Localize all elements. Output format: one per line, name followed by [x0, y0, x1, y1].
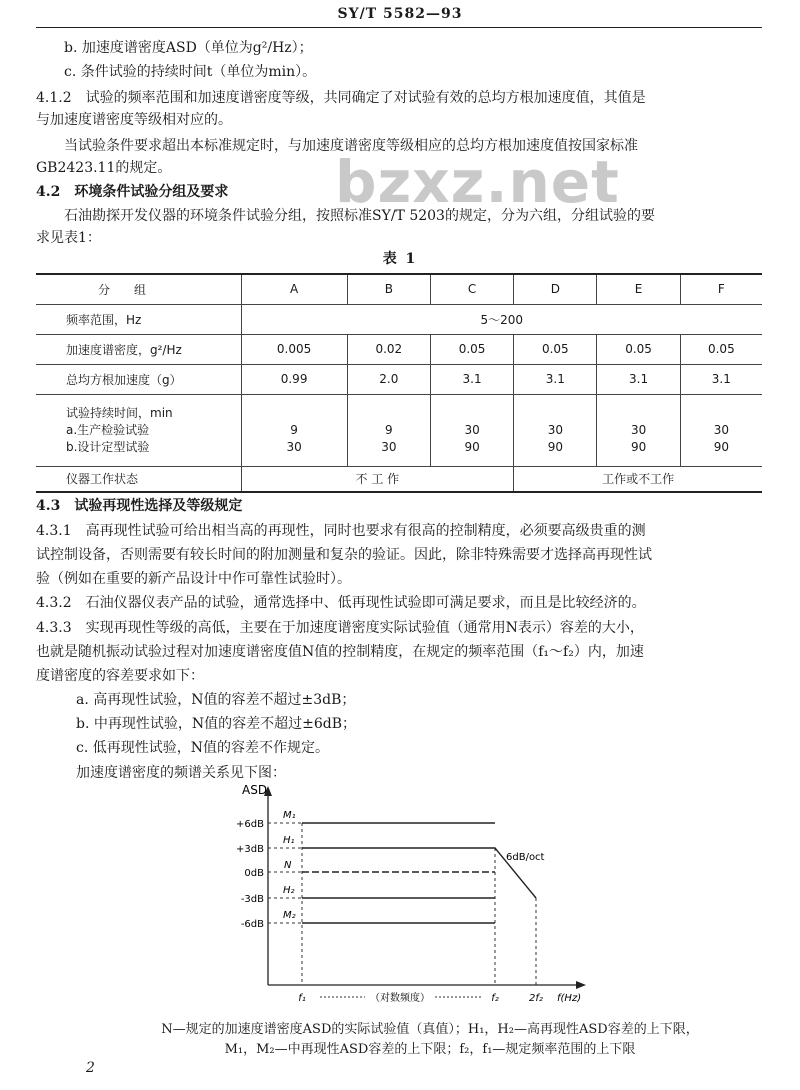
- rms-f: 3.1: [680, 364, 762, 394]
- header-b: B: [347, 274, 430, 304]
- duration-col-f: [680, 394, 762, 466]
- tick-plus3: +3dB: [236, 844, 264, 855]
- paragraph-grouping: 石油勘探开发仪器的环境条件试验分组，按照标准SY/T 5203的规定，分为六组，分组试验的要: [64, 208, 655, 224]
- duration-col-a: [241, 394, 347, 466]
- slope-label: 6dB/oct: [506, 852, 545, 863]
- dur-a-b: 9: [385, 422, 393, 437]
- rms-d: 3.1: [514, 364, 597, 394]
- clause-4-1-2: 4.1.2 试验的频率范围和加速度谱密度等级，共同确定了对试验有效的总均方根加速度值，其值是: [36, 90, 646, 106]
- table-row-frequency: [36, 304, 762, 334]
- header-c: C: [430, 274, 513, 304]
- rms-b: 2.0: [347, 364, 430, 394]
- state-cf: 工作或不工作: [514, 466, 762, 492]
- table-row-duration: [36, 394, 762, 466]
- paragraph-grouping-cont: 求见表1：: [36, 230, 101, 246]
- clause-4-1-2-cont: 与加速度谱密度等级相对应的。: [36, 112, 232, 128]
- y-axis-label: ASD: [242, 783, 268, 797]
- dur-a-d: 30: [547, 422, 563, 437]
- paragraph-exceed-standard: 当试验条件要求超出本标准规定时，与加速度谱密度等级相应的总均方根加速度值按国家标准: [64, 138, 638, 154]
- dur-b-d: 90: [547, 439, 563, 454]
- figure-note-1: N—规定的加速度谱密度ASD的实际试验值（真值）；H₁，H₂—高再现性ASD容差的上下限，: [161, 1022, 699, 1037]
- clause-4-3-3-cont1: 也就是随机振动试验过程对加速度谱密度值N值的控制精度，在规定的频率范围（f₁～f₂）内，加速: [36, 644, 644, 660]
- item-c-duration-unit: c. 条件试验的持续时间t（单位为min）。: [64, 64, 317, 80]
- item-c-low: c. 低再现性试验，N值的容差不作规定。: [76, 740, 329, 756]
- tick-minus3: -3dB: [240, 894, 264, 905]
- clause-4-3-3-cont2: 度谱密度的容差要求如下：: [36, 668, 204, 684]
- item-b-medium: b. 中再现性试验，N值的容差不超过±6dB；: [76, 716, 356, 732]
- rms-e: 3.1: [597, 364, 680, 394]
- state-label: 仪器工作状态: [66, 472, 139, 487]
- curve-h1: [302, 848, 536, 898]
- label-h2: H₂: [283, 885, 295, 896]
- table-header-row: [36, 274, 762, 304]
- asd-b: 0.02: [347, 334, 430, 364]
- item-a-high: a. 高再现性试验，N值的容差不超过±3dB；: [76, 692, 356, 708]
- header-group: 分 组: [98, 282, 147, 297]
- dur-b-e: 90: [630, 439, 647, 454]
- label-m2: M₂: [283, 910, 296, 921]
- watermark: bzxz.net: [335, 148, 620, 216]
- asd-d: 0.05: [514, 334, 597, 364]
- xtick-2f2: 2f₂: [529, 993, 543, 1004]
- clause-4-3-1-cont1: 试控制设备，否则需要有较长时间的附加测量和复杂的验证。因此，除非特殊需要才选择高再现性试: [36, 547, 652, 563]
- duration-col-d: [514, 394, 597, 466]
- x-mid-label: （对数频度）: [370, 993, 430, 1004]
- dur-a-c: 30: [464, 422, 480, 437]
- dur-a-e: 30: [630, 422, 647, 437]
- label-m1: M₁: [283, 810, 296, 821]
- clause-4-3-2: 4.3.2 石油仪器仪表产品的试验，通常选择中、低再现性试验即可满足要求，而且是比较经济的。: [36, 595, 646, 611]
- duration-col-b: [347, 394, 430, 466]
- clause-4-3-1: 4.3.1 高再现性试验可给出相当高的再现性，同时也要求有很高的控制精度，必须要高级贵重的测: [36, 523, 646, 539]
- asd-spectrum-figure: [220, 780, 600, 1010]
- figure-intro: 加速度谱密度的频谱关系见下图：: [76, 765, 286, 781]
- item-b-asd-unit: b. 加速度谱密度ASD（单位为g²/Hz）；: [64, 40, 313, 56]
- table-caption: 表 1: [382, 251, 418, 267]
- state-ab: 不 工 作: [241, 466, 514, 492]
- x-axis-arrow: [576, 981, 586, 989]
- dur-b-a: 30: [286, 439, 302, 454]
- clause-4-3-1-cont2: 验（例如在重要的新产品设计中作可靠性试验时）。: [36, 571, 351, 587]
- rms-label: 总均方根加速度（g）: [66, 372, 182, 387]
- page-header: SY/T 5582—93: [337, 6, 463, 22]
- table-row-rms: [36, 364, 762, 394]
- asd-e: 0.05: [597, 334, 680, 364]
- paragraph-gb-ref: GB2423.11的规定。: [36, 160, 172, 176]
- figure-note-2: M₁，M₂—中再现性ASD容差的上下限；f₂，f₁—规定频率范围的上下限: [224, 1042, 636, 1057]
- dur-a-f: 30: [713, 422, 729, 437]
- header-d: D: [514, 274, 597, 304]
- asd-c: 0.05: [430, 334, 513, 364]
- tick-0: 0dB: [244, 868, 264, 879]
- header-e: E: [597, 274, 680, 304]
- label-n: N: [284, 860, 292, 871]
- tick-minus6: -6dB: [240, 919, 264, 930]
- page-number: 2: [86, 1060, 95, 1076]
- rms-c: 3.1: [430, 364, 513, 394]
- table-row-state: [36, 466, 762, 492]
- asd-label: 加速度谱密度，g²/Hz: [66, 342, 182, 357]
- asd-f: 0.05: [680, 334, 762, 364]
- duration-b-label: b.设计定型试验: [66, 439, 150, 454]
- section-4-3-heading: 4.3 试验再现性选择及等级规定: [36, 498, 243, 514]
- xtick-f2: f₂: [491, 993, 499, 1004]
- dur-b-f: 90: [713, 439, 729, 454]
- freq-label: 频率范围，Hz: [66, 312, 142, 327]
- freq-value: 5～200: [241, 304, 762, 334]
- header-a: A: [241, 274, 347, 304]
- dur-b-b: 30: [381, 439, 397, 454]
- tick-plus6: +6dB: [236, 819, 264, 830]
- asd-a: 0.005: [241, 334, 347, 364]
- x-axis-label: f(Hz): [557, 993, 582, 1004]
- label-h1: H₁: [283, 835, 295, 846]
- xtick-f1: f₁: [298, 993, 306, 1004]
- section-4-2-heading: 4.2 环境条件试验分组及要求: [36, 184, 229, 200]
- duration-col-e: [597, 394, 680, 466]
- dur-b-c: 90: [464, 439, 480, 454]
- dur-a-a: 9: [290, 422, 298, 437]
- duration-a-label: a.生产检验试验: [66, 422, 150, 437]
- clause-4-3-3: 4.3.3 实现再现性等级的高低，主要在于加速度谱密度实际试验值（通常用N表示）容差的大小，: [36, 620, 644, 636]
- rms-a: 0.99: [241, 364, 347, 394]
- duration-col-c: [430, 394, 513, 466]
- header-rule: [36, 27, 762, 28]
- test-group-table: [36, 273, 762, 493]
- duration-label: 试验持续时间，min: [66, 405, 173, 420]
- header-f: F: [680, 274, 762, 304]
- table-row-asd: [36, 334, 762, 364]
- duration-label-cell: [36, 394, 241, 466]
